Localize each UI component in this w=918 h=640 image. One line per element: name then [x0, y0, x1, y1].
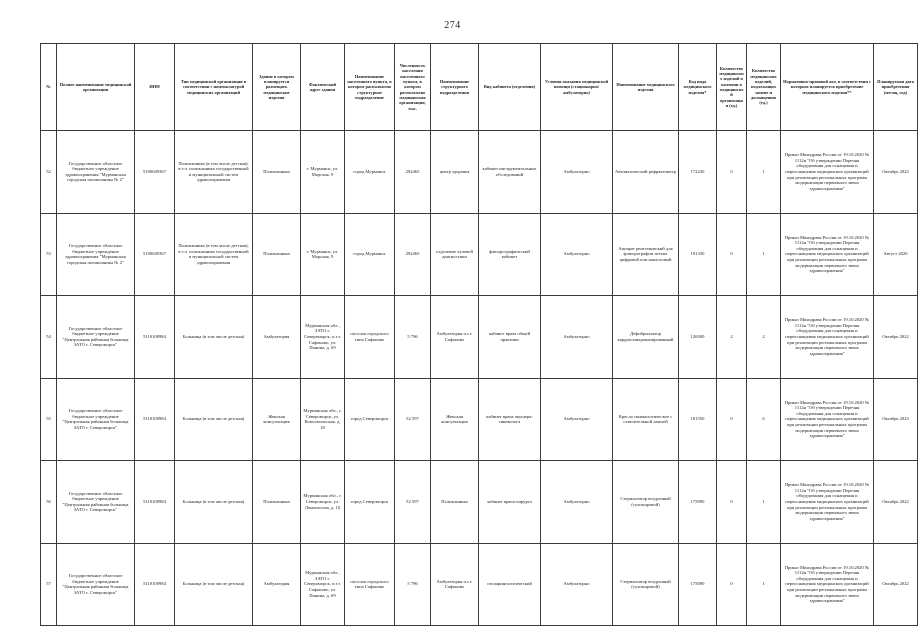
settlement-cell: поселок городского типа Сафоново [345, 543, 395, 626]
qty-available-cell: 0 [717, 543, 747, 626]
unit-cell: центр здоровья [431, 131, 479, 214]
org-name-cell: Государственное областное бюджетное учреждение "Центральная районная больница ЗАТО г. Североморск" [57, 378, 135, 461]
row-number-cell: 55 [41, 378, 57, 461]
unit-cell: Амбулатория п.г.т. Сафоново [431, 296, 479, 379]
device-name-cell: Автоматический рефрактометр [613, 131, 679, 214]
row-number-cell: 57 [41, 543, 57, 626]
building-cell: Поликлиника [253, 131, 301, 214]
column-header: Численность населения населенного пункта, в котором расположено медицинская организация, тыс. [395, 44, 431, 131]
column-header: Фактический адрес здания [301, 44, 345, 131]
table-row [41, 543, 918, 626]
column-header: Нормативно-правовой акт, в соответствии с которым планируется приобретение медицинского изделия** [781, 44, 874, 131]
inn-cell: 5190049367 [135, 131, 175, 214]
device-code-cell: 126500 [679, 296, 717, 379]
column-header: № [41, 44, 57, 131]
qty-available-cell: 0 [717, 213, 747, 296]
header-row [41, 44, 918, 131]
conditions-cell: Амбулаторно [541, 543, 613, 626]
row-number-cell: 53 [41, 213, 57, 296]
qty-available-cell: 0 [717, 461, 747, 544]
column-header: Код вида медицинского изделия* [679, 44, 717, 131]
legal-act-cell: Приказ Минздрава России от 19.10.2020 № 1112н "Об утверждении Перечня оборудования для оснащения и переоснащения медицинских организаций при реализации региональных программ модернизации первичного звена здравоохранения" [781, 213, 874, 296]
device-code-cell: 175090 [679, 461, 717, 544]
column-header: Количество медицинских изделий, подлежащих замене и доснащению (ед.) [747, 44, 781, 131]
column-header: Наименование структурного подразделения [431, 44, 479, 131]
org-name-cell: Государственное областное бюджетное учреждение "Центральная районная больница ЗАТО г. Североморск" [57, 461, 135, 544]
row-number-cell: 52 [41, 131, 57, 214]
legal-act-cell: Приказ Минздрава России от 19.10.2020 № 1112н "Об утверждении Перечня оборудования для оснащения и переоснащения медицинских организаций при реализации региональных программ модернизации первичного звена здравоохранения" [781, 131, 874, 214]
address-cell: г. Мурманск, ул. Морская, 9 [301, 131, 345, 214]
org-name-cell: Государственное областное бюджетное учреждение здравоохранения "Мурманская городская поликлиника № 2" [57, 131, 135, 214]
building-cell: Женская консультация [253, 378, 301, 461]
building-cell: Амбулатория [253, 543, 301, 626]
settlement-cell: поселок городского типа Сафоново [345, 296, 395, 379]
org-name-cell: Государственное областное бюджетное учреждение "Центральная районная больница ЗАТО г. Североморск" [57, 543, 135, 626]
table-row [41, 296, 918, 379]
unit-cell: Женская консультация [431, 378, 479, 461]
address-cell: Мурманская обл., ЗАТО г. Североморск, п.г.т. Сафоново, ул. Панина, д. 69 [301, 296, 345, 379]
column-header: Планируемая дата приобретения (месяц, год) [874, 44, 918, 131]
planned-date-cell: Октябрь 2022 [874, 131, 918, 214]
population-cell: 52 597 [395, 378, 431, 461]
cabinet-cell: отоларингологический [479, 543, 541, 626]
qty-available-cell: 0 [717, 131, 747, 214]
device-code-cell: 191330 [679, 213, 717, 296]
population-cell: 52 597 [395, 461, 431, 544]
row-number-cell: 54 [41, 296, 57, 379]
address-cell: Мурманская обл., г. Североморск, ул. Ломоносова, д. 10 [301, 461, 345, 544]
column-header: ИНН [135, 44, 175, 131]
table-row [41, 461, 918, 544]
device-code-cell: 175090 [679, 543, 717, 626]
cabinet-cell: кабинет врача-хирурга [479, 461, 541, 544]
column-header: Тип медицинской организации в соответствии с номенклатурой медицинских организаций [175, 44, 253, 131]
unit-cell: Поликлиника [431, 461, 479, 544]
device-name-cell: Стерилизатор воздушный (сухожаровой) [613, 461, 679, 544]
org-type-cell: Больница (в том числе детская) [175, 296, 253, 379]
inn-cell: 5110100984 [135, 543, 175, 626]
inn-cell: 5110100984 [135, 378, 175, 461]
device-name-cell: Дефибриллятор кардиосинхронизированный [613, 296, 679, 379]
address-cell: Мурманская обл., г. Североморск, ул. Комсомольская, д. 18 [301, 378, 345, 461]
inn-cell: 5110100984 [135, 296, 175, 379]
cabinet-cell: кабинет инструментальных обследований [479, 131, 541, 214]
qty-available-cell: 0 [717, 378, 747, 461]
device-name-cell: Аппарат рентгеновский для флюорографии легких цифровой или аналоговый [613, 213, 679, 296]
device-code-cell: 181550 [679, 378, 717, 461]
planned-date-cell: Октябрь 2022 [874, 296, 918, 379]
qty-replace-cell: 2 [747, 296, 781, 379]
row-number-cell: 56 [41, 461, 57, 544]
table-row [41, 213, 918, 296]
settlement-cell: город Североморск [345, 378, 395, 461]
qty-replace-cell: 1 [747, 213, 781, 296]
conditions-cell: Амбулаторно [541, 131, 613, 214]
cabinet-cell: кабинет врача общей практики [479, 296, 541, 379]
device-name-cell: Кресло гинекологическое с осветительной лампой [613, 378, 679, 461]
column-header: Вид кабинета (отделения) [479, 44, 541, 131]
planned-date-cell: Август 2020 [874, 213, 918, 296]
unit-cell: Амбулатория п.г.т. Сафоново [431, 543, 479, 626]
equipment-table [40, 43, 918, 626]
inn-cell: 5110100984 [135, 461, 175, 544]
conditions-cell: Амбулаторно [541, 461, 613, 544]
table-row [41, 131, 918, 214]
column-header: Количество медицинских изделий в наличии в медицинской организации (ед.) [717, 44, 747, 131]
column-header: Здание в котором планируется размещать медицинские изделия [253, 44, 301, 131]
settlement-cell: город Североморск [345, 461, 395, 544]
column-header: Условия оказания медицинской помощи (стационарно/амбулаторно) [541, 44, 613, 131]
population-cell: 292465 [395, 213, 431, 296]
org-type-cell: Больница (в том числе детская) [175, 461, 253, 544]
building-cell: Поликлиника [253, 213, 301, 296]
org-type-cell: Поликлиника (в том числе детская), в т.ч. поликлиника государственной и муниципальной систем здравоохранения [175, 213, 253, 296]
table-row [41, 378, 918, 461]
page-number: 274 [444, 20, 461, 31]
cabinet-cell: флюорографический кабинет [479, 213, 541, 296]
legal-act-cell: Приказ Минздрава России от 19.10.2020 № 1112н "Об утверждении Перечня оборудования для оснащения и переоснащения медицинских организаций при реализации региональных программ модернизации первичного звена здравоохранения" [781, 461, 874, 544]
population-cell: 5 796 [395, 543, 431, 626]
planned-date-cell: Октябрь 2022 [874, 543, 918, 626]
device-code-cell: 172230 [679, 131, 717, 214]
org-type-cell: Поликлиника (в том числе детская), в т.ч. поликлиника государственной и муниципальной систем здравоохранения [175, 131, 253, 214]
inn-cell: 5190049367 [135, 213, 175, 296]
column-header: Наименование медицинского изделия [613, 44, 679, 131]
unit-cell: отделение лучевой диагностики [431, 213, 479, 296]
legal-act-cell: Приказ Минздрава России от 19.10.2020 № 1112н "Об утверждении Перечня оборудования для оснащения и переоснащения медицинских организаций при реализации региональных программ модернизации первичного звена здравоохранения" [781, 296, 874, 379]
conditions-cell: Амбулаторно [541, 296, 613, 379]
conditions-cell: Амбулаторно [541, 213, 613, 296]
qty-replace-cell: 1 [747, 461, 781, 544]
org-type-cell: Больница (в том числе детская) [175, 543, 253, 626]
conditions-cell: Амбулаторно [541, 378, 613, 461]
settlement-cell: город Мурманск [345, 213, 395, 296]
qty-replace-cell: 1 [747, 131, 781, 214]
population-cell: 5 796 [395, 296, 431, 379]
legal-act-cell: Приказ Минздрава России от 19.10.2020 № 1112н "Об утверждении Перечня оборудования для оснащения и переоснащения медицинских организаций при реализации региональных программ модернизации первичного звена здравоохранения" [781, 378, 874, 461]
population-cell: 292465 [395, 131, 431, 214]
settlement-cell: город Мурманск [345, 131, 395, 214]
address-cell: Мурманская обл., ЗАТО г. Североморск, п.г.т. Сафоново, ул. Панина, д. 69 [301, 543, 345, 626]
qty-replace-cell: 1 [747, 543, 781, 626]
column-header: Полное наименование медицинской организации [57, 44, 135, 131]
org-type-cell: Больница (в том числе детская) [175, 378, 253, 461]
org-name-cell: Государственное областное бюджетное учреждение "Центральная районная больница ЗАТО г. Североморск" [57, 296, 135, 379]
qty-available-cell: 2 [717, 296, 747, 379]
building-cell: Поликлиника [253, 461, 301, 544]
legal-act-cell: Приказ Минздрава России от 19.10.2020 № 1112н "Об утверждении Перечня оборудования для оснащения и переоснащения медицинских организаций при реализации региональных программ модернизации первичного звена здравоохранения" [781, 543, 874, 626]
column-header: Наименование населенного пункта, в котором расположено структурное подразделение [345, 44, 395, 131]
planned-date-cell: Октябрь 2023 [874, 378, 918, 461]
building-cell: Амбулатория [253, 296, 301, 379]
qty-replace-cell: 6 [747, 378, 781, 461]
cabinet-cell: кабинет врача акушера-гинеколога [479, 378, 541, 461]
planned-date-cell: Октябрь 2022 [874, 461, 918, 544]
org-name-cell: Государственное областное бюджетное учреждение здравоохранения "Мурманская городская поликлиника № 2" [57, 213, 135, 296]
address-cell: г. Мурманск, ул. Морская, 9 [301, 213, 345, 296]
device-name-cell: Стерилизатор воздушный (сухожаровой) [613, 543, 679, 626]
